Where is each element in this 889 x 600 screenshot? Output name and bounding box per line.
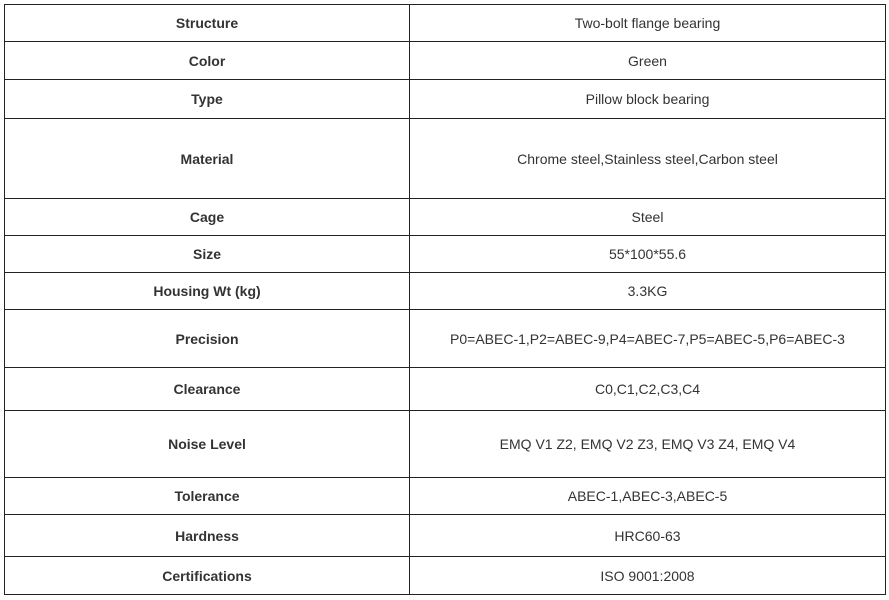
row-value-certifications: ISO 9001:2008 (410, 557, 886, 595)
row-value-noise-level: EMQ V1 Z2, EMQ V2 Z3, EMQ V3 Z4, EMQ V4 (410, 411, 886, 478)
table-row (5, 368, 886, 411)
spec-table (4, 4, 886, 595)
table-row (5, 515, 886, 557)
row-value-structure: Two-bolt flange bearing (410, 5, 886, 42)
row-label-tolerance: Tolerance (5, 478, 410, 515)
row-value-type: Pillow block bearing (410, 80, 886, 119)
row-value-clearance: C0,C1,C2,C3,C4 (410, 368, 886, 411)
table-row (5, 411, 886, 478)
row-label-color: Color (5, 42, 410, 80)
row-label-certifications: Certifications (5, 557, 410, 595)
table-row (5, 199, 886, 236)
row-label-size: Size (5, 236, 410, 273)
row-value-color: Green (410, 42, 886, 80)
table-row (5, 478, 886, 515)
table-row (5, 236, 886, 273)
row-value-hardness: HRC60-63 (410, 515, 886, 557)
row-label-type: Type (5, 80, 410, 119)
row-label-precision: Precision (5, 310, 410, 368)
table-row (5, 557, 886, 595)
row-label-cage: Cage (5, 199, 410, 236)
row-value-precision: P0=ABEC-1,P2=ABEC-9,P4=ABEC-7,P5=ABEC-5,P6=ABEC-3 (410, 310, 886, 368)
row-value-tolerance: ABEC-1,ABEC-3,ABEC-5 (410, 478, 886, 515)
row-value-housing-wt: 3.3KG (410, 273, 886, 310)
row-value-size: 55*100*55.6 (410, 236, 886, 273)
table-row (5, 119, 886, 199)
table-row (5, 273, 886, 310)
row-label-hardness: Hardness (5, 515, 410, 557)
row-label-clearance: Clearance (5, 368, 410, 411)
table-row (5, 80, 886, 119)
row-label-housing-wt: Housing Wt (kg) (5, 273, 410, 310)
row-value-material: Chrome steel,Stainless steel,Carbon steel (410, 119, 886, 199)
row-label-structure: Structure (5, 5, 410, 42)
row-label-noise-level: Noise Level (5, 411, 410, 478)
row-label-material: Material (5, 119, 410, 199)
table-row (5, 310, 886, 368)
row-value-cage: Steel (410, 199, 886, 236)
table-row (5, 5, 886, 42)
table-row (5, 42, 886, 80)
